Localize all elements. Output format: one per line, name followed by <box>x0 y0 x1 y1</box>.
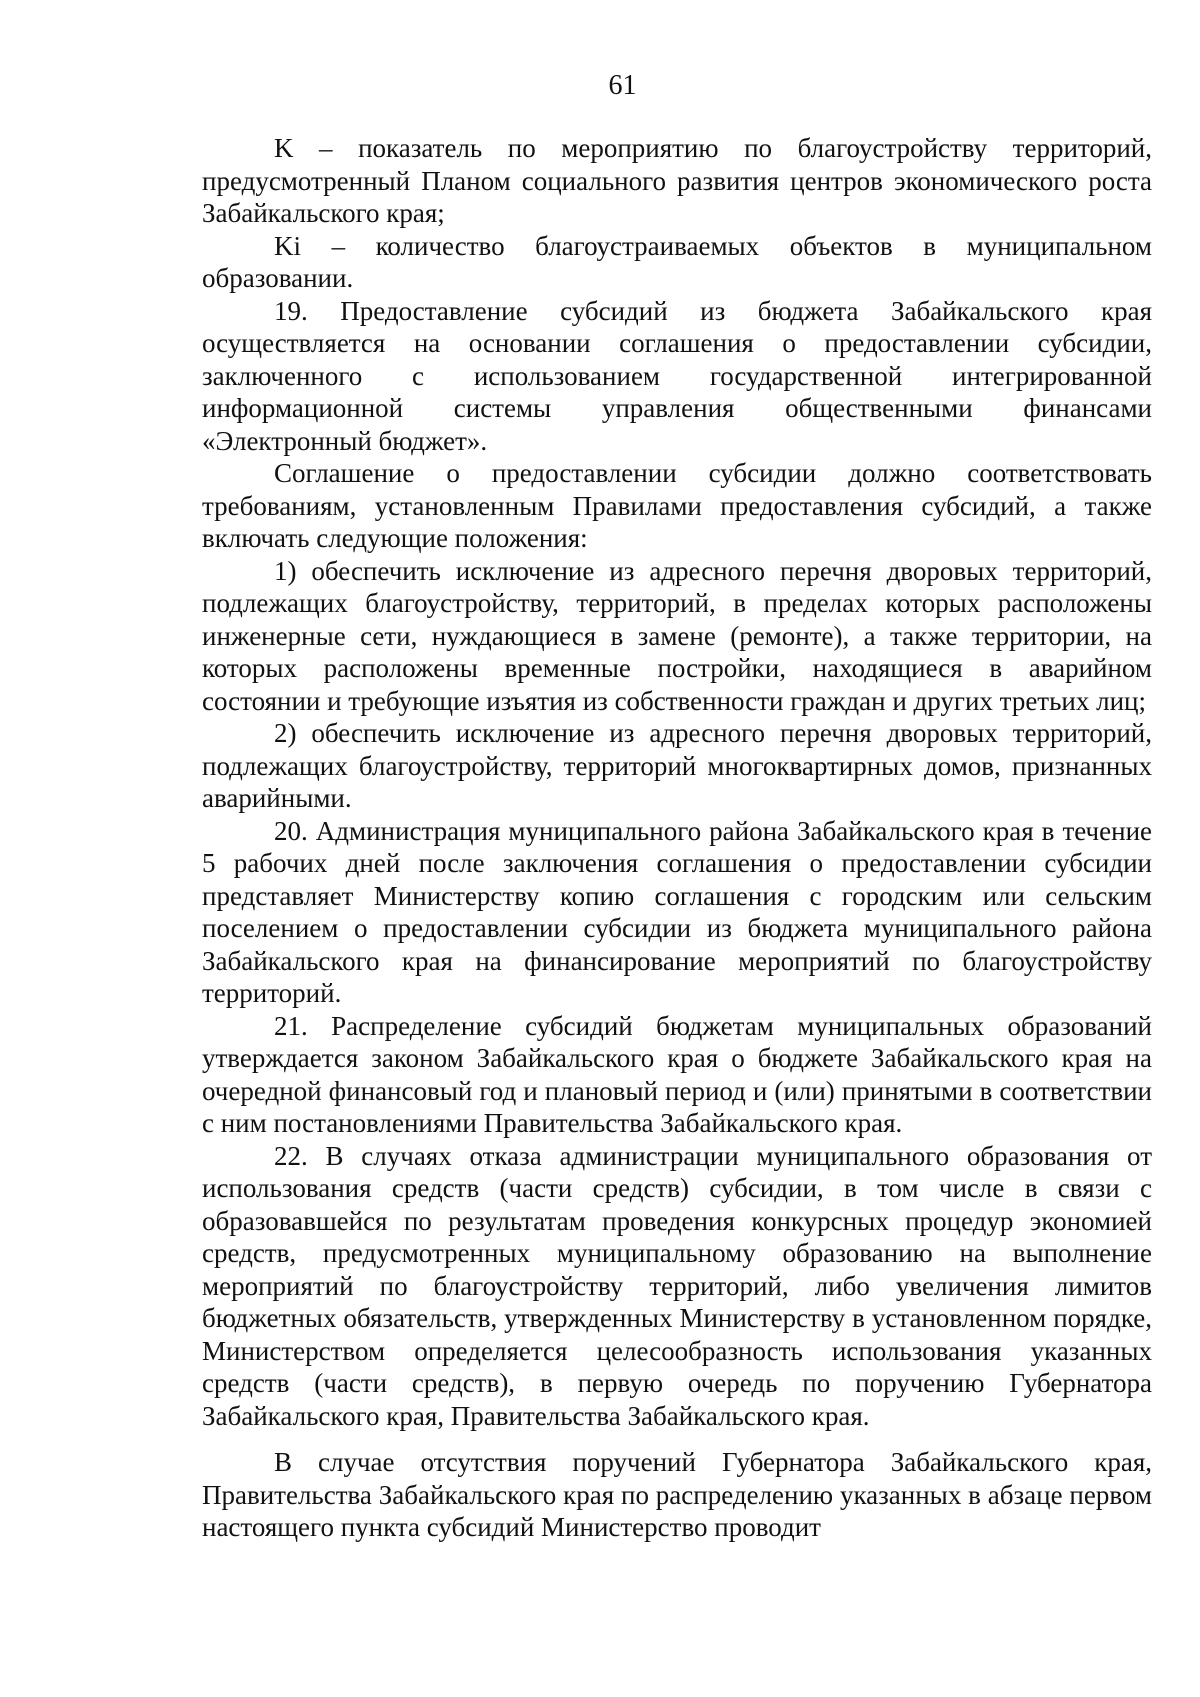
paragraph-item-19: 19. Предоставление субсидий из бюджета Забайкальского края осуществляется на основании соглашения о предоставлении субсидии, заключенного с использованием государственной интегрированной информационной системы управления общественными финансами «Электронный бюджет». <box>202 295 1152 456</box>
paragraph-provision-2: 2) обеспечить исключение из адресного перечня дворовых территорий, подлежащих благоустройству, территорий многоквартирных домов, признанных аварийными. <box>202 718 1152 813</box>
paragraph-no-instructions: В случае отсутствия поручений Губернатора Забайкальского края, Правительства Забайкальского края по распределению указанных в абзаце первом настоящего пункта субсидий Министерство проводит <box>202 1447 1152 1542</box>
paragraph-agreement: Соглашение о предоставлении субсидии должно соответствовать требованиям, установленным Правилами предоставления субсидий, а также включать следующие положения: <box>202 458 1152 553</box>
paragraph-item-21: 21. Распределение субсидий бюджетам муниципальных образований утверждается законом Забайкальского края о бюджете Забайкальского края на очередной финансовый год и плановый период и (или) принятыми в соответствии с ним постановлениями Правительства Забайкальского края. <box>202 1010 1152 1138</box>
document-body <box>202 132 1152 1544</box>
paragraph-item-22: 22. В случаях отказа администрации муниципального образования от использования средств (части средств) субсидии, в том числе в связи с образовавшейся по результатам проведения конкурсных процедур экономией средств, предусмотренных муниципальному образованию на выполнение мероприятий по благоустройству территорий, либо увеличения лимитов бюджетных обязательств, утвержденных Министерству в установленном порядке, Министерством определяется целесообразность использования указанных средств (части средств), в первую очередь по поручению Губернатора Забайкальского края, Правительства Забайкальского края. <box>202 1140 1152 1431</box>
page-number: 61 <box>608 70 637 101</box>
paragraph-item-20: 20. Администрация муниципального района Забайкальского края в течение 5 рабочих дней после заключения соглашения о предоставлении субсидии представляет Министерству копию соглашения с городским или сельским поселением о предоставлении субсидии из бюджета муниципального района Забайкальского края на финансирование мероприятий по благоустройству территорий. <box>202 815 1152 1008</box>
paragraph-k-indicator: K – показатель по мероприятию по благоустройству территорий, предусмотренный Планом социального развития центров экономического роста Забайкальского края; <box>202 133 1152 228</box>
paragraph-provision-1: 1) обеспечить исключение из адресного перечня дворовых территорий, подлежащих благоустройству, территорий, в пределах которых расположены инженерные сети, нуждающиеся в замене (ремонте), а также территории, на которых расположены временные постройки, находящиеся в аварийном состоянии и требующие изъятия из собственности граждан и других третьих лиц; <box>202 555 1152 716</box>
paragraph-ki-count: Ki – количество благоустраиваемых объектов в муниципальном образовании. <box>202 230 1152 293</box>
